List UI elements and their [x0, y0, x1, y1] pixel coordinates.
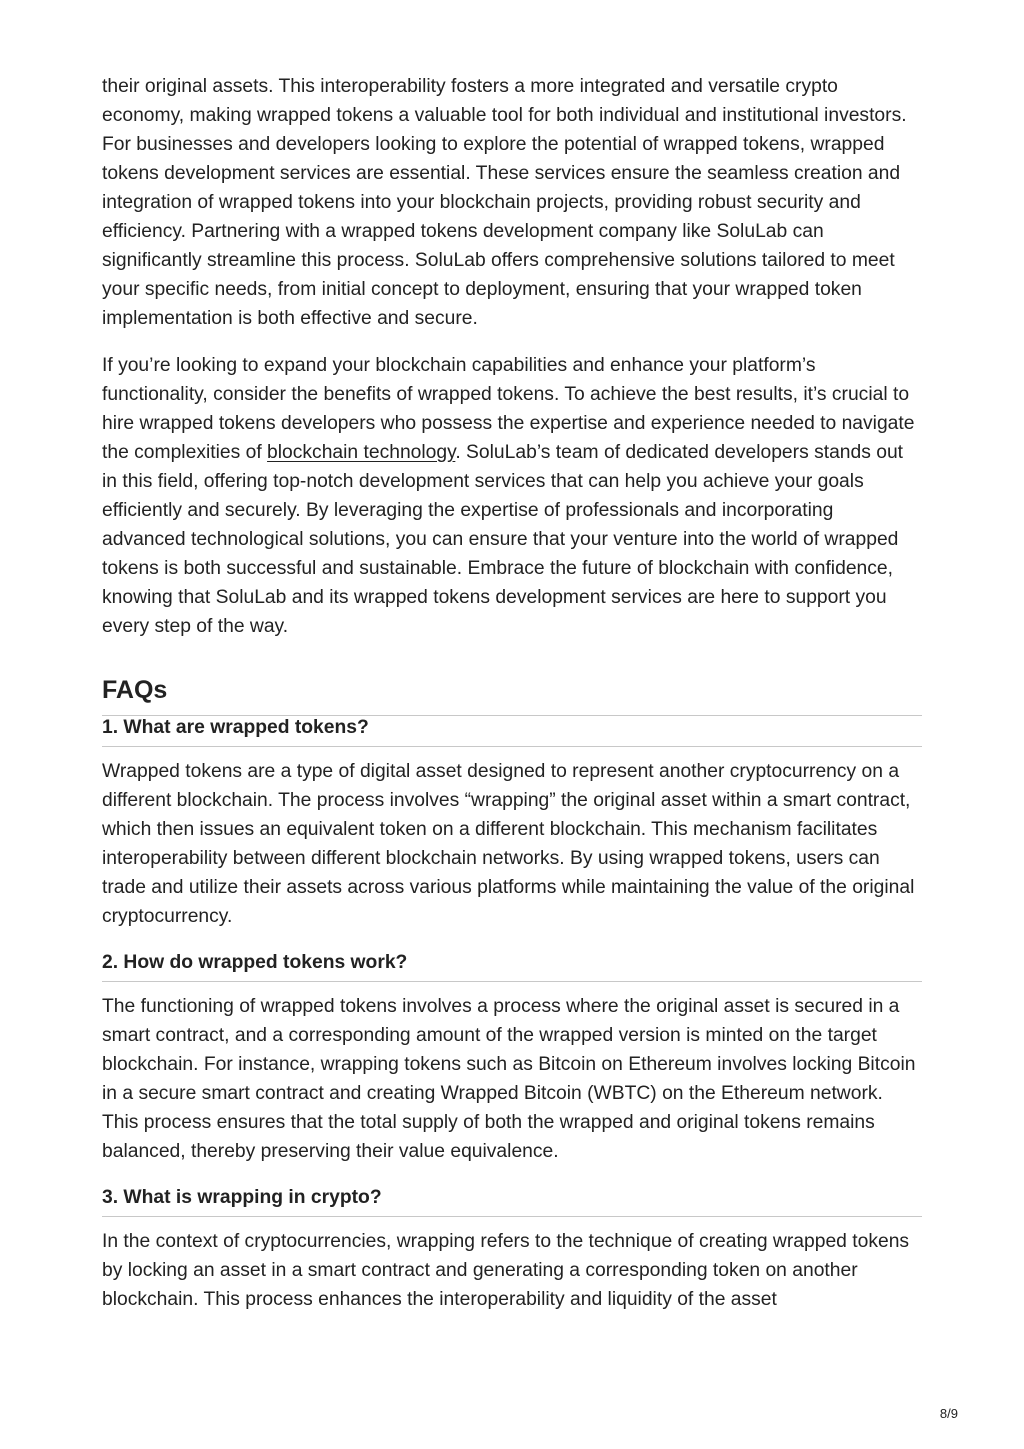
paragraph-intro: their original assets. This interoperability fosters a more integrated and versatile crypto economy, making wrapped tokens a valuable tool for both individual and institutional investors. For businesses and developers looking to explore the potential of wrapped tokens, wrapped tokens development services are essential. These services ensure the seamless creation and integration of wrapped tokens into your blockchain projects, providing robust security and efficiency. Partnering with a wrapped tokens development company like SoluLab can significantly streamline this process. SoluLab offers comprehensive solutions tailored to meet your specific needs, from initial concept to deployment, ensuring that your wrapped token implementation is both effective and secure.	[102, 76, 907, 329]
paragraph-cta	[102, 351, 922, 641]
document-content	[102, 72, 922, 1334]
faq-question-2: 2. How do wrapped tokens work?	[102, 951, 922, 982]
faq-question-1: 1. What are wrapped tokens?	[102, 716, 922, 747]
faq-answer-2: The functioning of wrapped tokens involves a process where the original asset is secured in a smart contract, and a corresponding amount of the wrapped version is minted on the target blockchain. For instance, wrapping tokens such as Bitcoin on Ethereum involves locking Bitcoin in a secure smart contract and creating Wrapped Bitcoin (WBTC) on the Ethereum network. This process ensures that the total supply of both the wrapped and original tokens remains balanced, thereby preserving their value equivalence.	[102, 996, 916, 1162]
faq-question-3: 3. What is wrapping in crypto?	[102, 1186, 922, 1217]
faq-heading: FAQs	[102, 675, 922, 716]
paragraph-cta-text-after: . SoluLab’s team of dedicated developers stands out in this field, offering top-notch development services that can help you achieve your goals efficiently and securely. By leveraging the expertise of professionals and incorporating advanced technological solutions, you can ensure that your venture into the world of wrapped tokens is both successful and sustainable. Embrace the future of blockchain with confidence, knowing that SoluLab and its wrapped tokens development services are here to support you every step of the way.	[102, 442, 904, 637]
page-number: 8/9	[939, 1406, 958, 1421]
paragraph-cta-text-before: If you’re looking to expand your blockchain capabilities and enhance your platform’s functionality, consider the benefits of wrapped tokens. To achieve the best results, it’s crucial to hire wrapped tokens developers who possess the expertise and experience needed to navigate the complexities of	[102, 355, 915, 463]
faq-answer-1: Wrapped tokens are a type of digital asset designed to represent another cryptocurrency on a different blockchain. The process involves “wrapping” the original asset within a smart contract, which then issues an equivalent token on a different blockchain. This mechanism facilitates interoperability between different blockchain networks. By using wrapped tokens, users can trade and utilize their assets across various platforms while maintaining the value of the original cryptocurrency.	[102, 761, 915, 927]
faq-answer-3: In the context of cryptocurrencies, wrapping refers to the technique of creating wrapped tokens by locking an asset in a smart contract and generating a corresponding token on another blockchain. This process enhances the interoperability and liquidity of the asset	[102, 1231, 910, 1310]
blockchain-technology-link[interactable]: blockchain technology	[267, 442, 456, 463]
